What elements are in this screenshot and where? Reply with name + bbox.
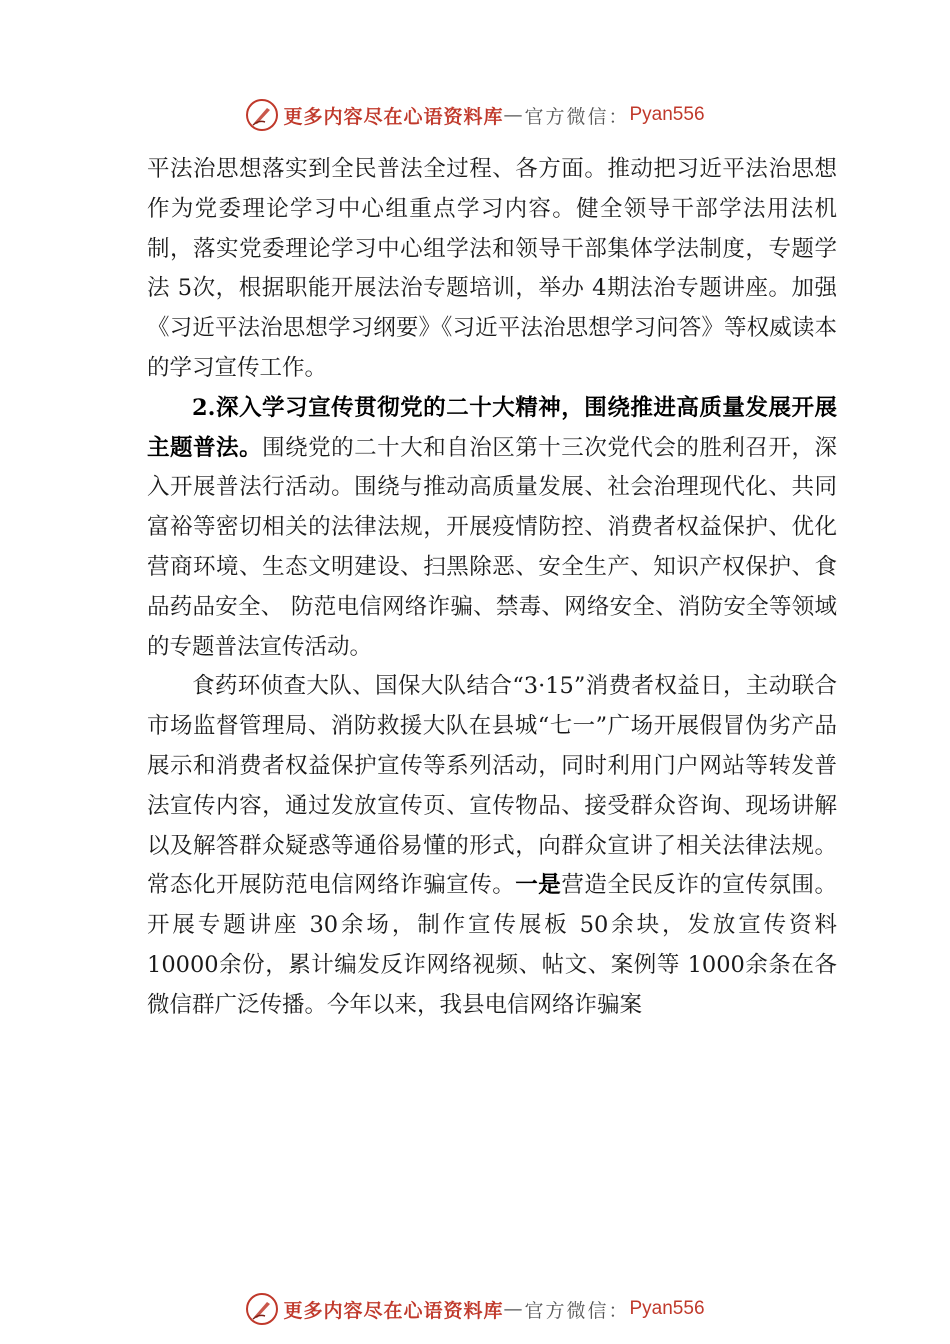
- paragraph-3-text-b: 营造全民反诈的宣传氛围。 开展专题讲座 30余场，制作宣传展板 50余块，发放宣传资料 10000余份，累计编发反诈网络视频、帖文、案例等 1000余条在各微信群广泛传播。今年以来，我县电信网络诈骗案: [147, 872, 837, 1018]
- paragraph-3: [147, 667, 837, 1025]
- paragraph-2: [147, 389, 837, 668]
- paragraph-3-text-a: 食药环侦查大队、国保大队结合“3·15”消费者权益日，主动联合市场监督管理局、消防救援大队在县城“七一”广场开展假冒伪劣产品展示和消费者权益保护宣传等系列活动，同时利用门户网站等转发普法宣传内容，通过发放宣传页、宣传物品、接受群众咨询、现场讲解以及解答群众疑惑等通俗易懂的形式，向群众宣讲了相关法律法规。常态化开展防范电信网络诈骗宣传。: [147, 673, 837, 899]
- quill-logo-icon: [245, 1292, 279, 1326]
- header-wechat-id: Pyan556: [629, 104, 705, 125]
- footer-library-name: 更多内容尽在心语资料库: [283, 1299, 504, 1322]
- document-body: [147, 150, 837, 1026]
- header-library-name: 更多内容尽在心语资料库: [283, 105, 504, 128]
- header-banner: [0, 95, 950, 135]
- header-dash: —: [503, 104, 525, 126]
- section-heading-2: 2.深入学习宣传贯彻党的二十大精神，围绕推进高质量发展开展主题普法。: [147, 394, 837, 461]
- footer-banner: [0, 1289, 950, 1329]
- paragraph-2-text: 围绕党的二十大和自治区第十三次党代会的胜利召开，深入开展普法行活动。围绕与推动高质量发展、社会治理现代化、共同富裕等密切相关的法律法规，开展疫情防控、消费者权益保护、优化营商环境、生态文明建设、扫黑除恶、安全生产、知识产权保护、食品药品安全、 防范电信网络诈骗、禁毒、网络安全、消防安全等领域的专题普法宣传活动。: [147, 434, 837, 660]
- quill-logo-icon: [245, 98, 279, 132]
- header-wechat-label: 官方微信：: [524, 105, 630, 128]
- paragraph-3-emphasis: 一是: [515, 872, 562, 899]
- footer-dash: —: [503, 1298, 525, 1320]
- paragraph-1: 平法治思想落实到全民普法全过程、各方面。推动把习近平法治思想作为党委理论学习中心组重点学习内容。健全领导干部学法用法机制，落实党委理论学习中心组学法和领导干部集体学法制度，专题学法 5次，根据职能开展法治专题培训，举办 4期法治专题讲座。加强《习近平法治思想学习纲要》《习近平法治思想学习问答》等权威读本的学习宣传工作。: [147, 156, 837, 381]
- footer-wechat-label: 官方微信：: [524, 1299, 630, 1322]
- footer-wechat-id: Pyan556: [629, 1298, 705, 1319]
